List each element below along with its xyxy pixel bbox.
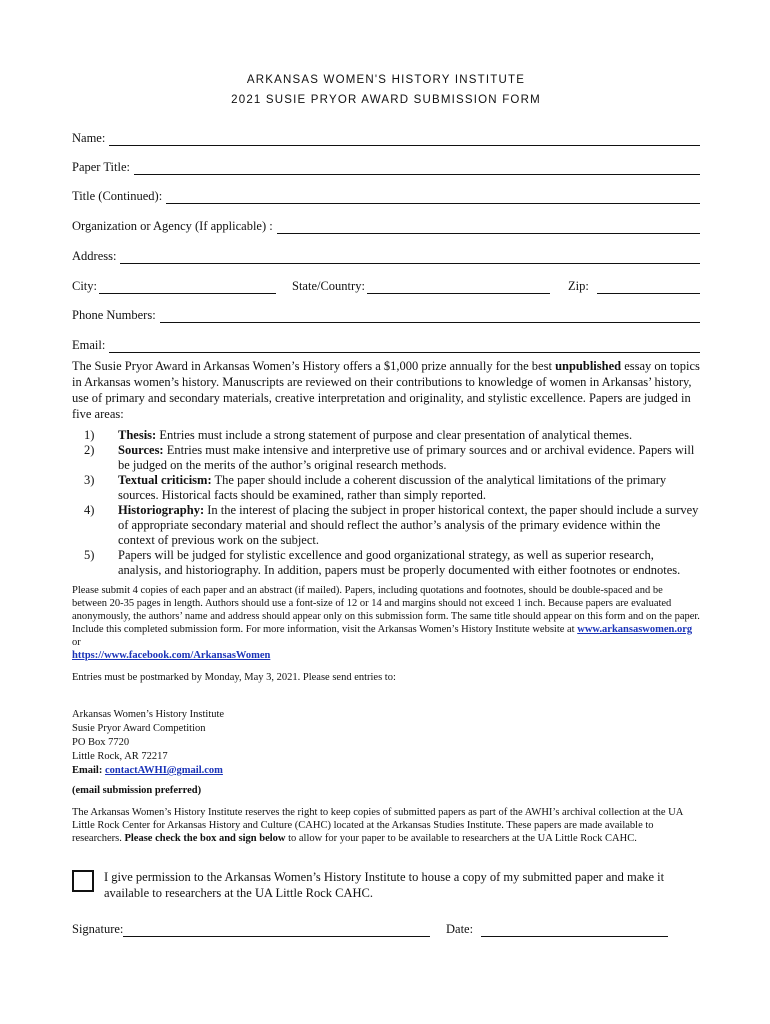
title-continued-field[interactable]: [72, 188, 700, 204]
city-label: City:: [72, 279, 98, 293]
criteria-number: 3): [84, 473, 95, 487]
criteria-number: 4): [84, 503, 95, 517]
criteria-list: [72, 428, 700, 578]
criteria-text: Papers will be judged for stylistic excellence and good organizational strategy, as well as superior research, analysis, and historiography. In addition, papers must be properly documented with either footnotes or endnotes.: [118, 548, 681, 577]
criteria-number: 5): [84, 548, 95, 562]
criteria-item: [72, 443, 700, 473]
criteria-heading: Thesis:: [118, 428, 157, 442]
city-input-line[interactable]: [99, 281, 276, 294]
address-line: Susie Pryor Award Competition: [72, 723, 206, 734]
archive-notice: [72, 806, 700, 845]
address-field[interactable]: [72, 248, 700, 264]
permission-checkbox[interactable]: [72, 870, 94, 892]
address-line: PO Box 7720: [72, 737, 130, 748]
award-intro: [72, 358, 700, 422]
address-input-line[interactable]: [120, 251, 700, 264]
criteria-heading: Historiography:: [118, 503, 205, 517]
address-line: Arkansas Women’s History Institute: [72, 709, 225, 720]
criteria-text: The paper should include a coherent discussion of the analytical limitations of the primary sources. Historical facts should be examined, rather than simply reported.: [118, 473, 667, 502]
criteria-item: [72, 428, 700, 443]
archive-notice-text: The Arkansas Women’s History Institute reserves the right to keep copies of submitted papers as part of the AWHI’s archival collection at the UA Little Rock Center for Arkansas History and Culture (CAHC) located at the Arkansas Studies Institute. These papers are made available to researchers.: [72, 807, 683, 844]
facebook-link[interactable]: https://www.facebook.com/ArkansasWomen: [72, 650, 271, 661]
email-preferred-note: (email submission preferred): [72, 785, 202, 796]
email-label: Email:: [72, 338, 106, 352]
criteria-text: Entries must include a strong statement of purpose and clear presentation of analytical themes.: [156, 428, 633, 442]
website-link[interactable]: www.arkansaswomen.org: [577, 624, 693, 635]
organization-field[interactable]: [72, 218, 700, 234]
name-label: Name:: [72, 131, 106, 145]
date-field[interactable]: [446, 921, 668, 937]
name-field[interactable]: [72, 130, 700, 146]
state-field[interactable]: [292, 278, 550, 294]
organization-label: Organization or Agency (If applicable) :: [72, 219, 273, 233]
criteria-number: 2): [84, 443, 95, 457]
phone-input-line[interactable]: [160, 310, 700, 323]
paper-title-label: Paper Title:: [72, 160, 130, 174]
phone-label: Phone Numbers:: [72, 308, 156, 322]
intro-text-after: essay on topics in Arkansas women’s history. Manuscripts are reviewed on their contributions to knowledge of women in Arkansas’ history, use of primary and secondary materials, creative interpretation and originality, and stylistic excellence. Papers are judged in five areas:: [72, 359, 700, 421]
address-line: Little Rock, AR 72217: [72, 751, 168, 762]
criteria-item: [72, 548, 700, 578]
date-input-line[interactable]: [481, 924, 668, 937]
zip-field[interactable]: [568, 278, 700, 294]
instructions-or: or: [72, 637, 81, 648]
paper-title-input-line[interactable]: [134, 162, 700, 175]
date-label: Date:: [446, 922, 474, 936]
signature-input-line[interactable]: [123, 924, 430, 937]
form-title-line2: 2021 SUSIE PRYOR AWARD SUBMISSION FORM: [231, 94, 541, 106]
intro-text-before: The Susie Pryor Award in Arkansas Women’s History offers a $1,000 prize annually for the best: [72, 359, 556, 373]
criteria-text: In the interest of placing the subject in proper historical context, the paper should include a survey of appropriate secondary material and should reflect the author’s analysis of the primary evidence within the context of previous work on the subject.: [118, 503, 699, 547]
criteria-item: [72, 473, 700, 503]
state-label: State/Country:: [292, 279, 365, 293]
email-field[interactable]: [72, 337, 700, 353]
contact-email-link[interactable]: contactAWHI@gmail.com: [104, 765, 223, 776]
instructions-text: Please submit 4 copies of each paper and an abstract (if mailed). Papers, including quotations and footnotes, should be double-spaced and be between 20-35 pages in length. Authors should use a font-size of 12 or 14 and margins should not exceed 1 inch. Because papers are evaluated anonymously, the authors’ name and address should appear only on this submission form. The same title should appear on this form and on the paper. Include this completed submission form. For more information, visit the Arkansas Women’s History Institute website at: [72, 585, 700, 635]
address-label: Address:: [72, 249, 117, 263]
title-continued-label: Title (Continued):: [72, 189, 163, 203]
organization-input-line[interactable]: [277, 221, 700, 234]
archive-notice-bold: Please check the box and sign below: [124, 833, 286, 844]
signature-field[interactable]: [72, 921, 430, 937]
criteria-item: [72, 503, 700, 548]
zip-label: Zip:: [568, 279, 589, 293]
city-state-zip-row: [72, 278, 700, 294]
criteria-heading: Sources:: [118, 443, 164, 457]
contact-email-line: [72, 764, 700, 778]
phone-field[interactable]: [72, 307, 700, 323]
contact-email-label: Email:: [72, 765, 105, 776]
city-field[interactable]: [72, 278, 276, 294]
state-input-line[interactable]: [367, 281, 550, 294]
criteria-text: Entries must make intensive and interpretive use of primary sources and or archival evidence. Papers will be judged on the merits of the author’s original research methods.: [118, 443, 695, 472]
signature-label: Signature:: [72, 922, 124, 936]
submission-instructions: [72, 584, 700, 662]
email-input-line[interactable]: [109, 340, 700, 353]
deadline-text: Entries must be postmarked by Monday, May 3, 2021. Please send entries to:: [72, 672, 396, 683]
paper-title-field[interactable]: [72, 159, 700, 175]
form-title-line1: ARKANSAS WOMEN'S HISTORY INSTITUTE: [246, 74, 526, 86]
criteria-heading: Textual criticism:: [118, 473, 212, 487]
mailing-address: [72, 708, 700, 778]
title-continued-input-line[interactable]: [166, 191, 700, 204]
permission-text: I give permission to the Arkansas Women’s History Institute to house a copy of my submitted paper and make it available to researchers at the UA Little Rock CAHC.: [104, 870, 665, 900]
criteria-number: 1): [84, 428, 95, 442]
zip-input-line[interactable]: [597, 281, 700, 294]
name-input-line[interactable]: [109, 133, 700, 146]
signature-row: [72, 921, 700, 937]
intro-bold: unpublished: [555, 359, 622, 373]
archive-notice-after: to allow for your paper to be available to researchers at the UA Little Rock CAHC.: [285, 833, 637, 844]
